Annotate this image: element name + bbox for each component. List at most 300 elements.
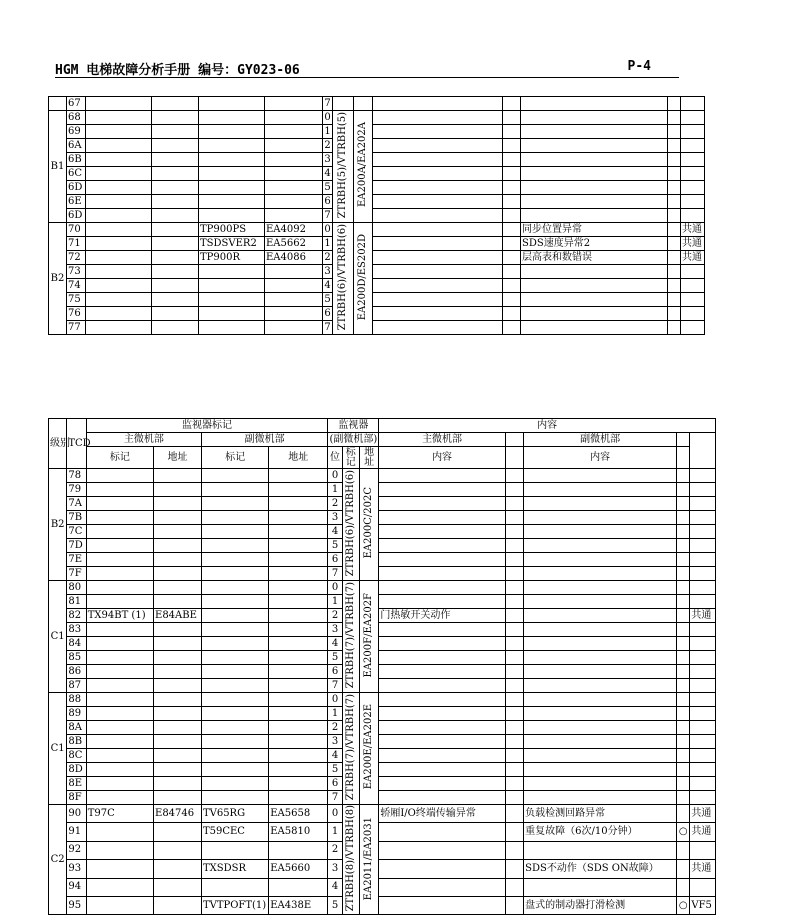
tcd-cell: 8F bbox=[67, 791, 86, 805]
table-row bbox=[49, 307, 705, 321]
flag-cell bbox=[668, 125, 681, 139]
bit-cell: 6 bbox=[324, 307, 331, 319]
sub-content-unit-header: 副微机部 bbox=[524, 433, 677, 447]
bit-cell: 1 bbox=[328, 823, 342, 841]
main-content-cell bbox=[379, 581, 505, 595]
sub-content-cell bbox=[524, 679, 677, 693]
main-flag-cell bbox=[505, 483, 523, 497]
main-flag-cell bbox=[505, 805, 523, 823]
sub-content-cell bbox=[524, 525, 677, 539]
sub-content-cell bbox=[524, 693, 677, 707]
sub-mark-cell bbox=[201, 777, 268, 791]
main-flag-cell bbox=[505, 637, 523, 651]
main-mark-cell: TX94BT (1) bbox=[86, 609, 153, 623]
tcd-cell: 73 bbox=[67, 265, 86, 279]
monitor-sub-cell bbox=[359, 693, 378, 805]
tcd-cell: 7A bbox=[67, 497, 86, 511]
sub-mark-cell bbox=[199, 209, 265, 223]
bit-cell: 4 bbox=[328, 525, 342, 539]
monitor-sub-label: EA200F/EA202F bbox=[363, 592, 375, 678]
main-mark-cell bbox=[86, 153, 152, 167]
note-cell bbox=[690, 707, 716, 721]
flag-cell bbox=[677, 721, 690, 735]
sub-content-cell: 盘式的制动器打滑检测 bbox=[524, 896, 677, 914]
main-mark-cell bbox=[86, 539, 153, 553]
tcd-cell: 77 bbox=[67, 321, 86, 335]
main-addr-cell bbox=[154, 581, 202, 595]
main-addr-cell bbox=[152, 237, 199, 251]
main-flag-cell bbox=[505, 469, 523, 483]
sub-content-cell bbox=[524, 707, 677, 721]
main-flag-cell bbox=[505, 511, 523, 525]
sub-content-cell bbox=[524, 511, 677, 525]
sub-addr-cell bbox=[269, 497, 328, 511]
main-content-cell bbox=[373, 307, 503, 321]
main-content-cell bbox=[379, 749, 505, 763]
sub-mark-cell bbox=[199, 167, 265, 181]
bit-cell: 4 bbox=[324, 167, 331, 179]
sub-mark-cell bbox=[201, 721, 268, 735]
sub-addr-cell bbox=[269, 553, 328, 567]
main-content-cell bbox=[379, 483, 505, 497]
level-cell: C1 bbox=[49, 581, 67, 693]
sub-addr-cell bbox=[269, 567, 328, 581]
note-cell bbox=[681, 279, 705, 293]
sub-mark-cell bbox=[199, 307, 265, 321]
main-addr-cell bbox=[154, 595, 202, 609]
flag-cell bbox=[677, 623, 690, 637]
flag-cell bbox=[668, 307, 681, 321]
main-flag-cell bbox=[505, 609, 523, 623]
note-cell bbox=[690, 777, 716, 791]
table-row bbox=[49, 251, 705, 265]
main-content-cell bbox=[373, 167, 503, 181]
tcd-cell: 82 bbox=[67, 609, 86, 623]
bit-cell: 3 bbox=[328, 860, 342, 878]
main-flag-cell bbox=[505, 777, 523, 791]
sub-addr-cell bbox=[265, 195, 323, 209]
main-flag-cell bbox=[505, 567, 523, 581]
table-row bbox=[49, 223, 705, 237]
sub-mark-cell bbox=[201, 623, 268, 637]
main-content-cell bbox=[379, 896, 505, 914]
table-row bbox=[49, 265, 705, 279]
sub-mark-cell bbox=[201, 581, 268, 595]
main-content-cell bbox=[373, 265, 503, 279]
monitor-header: 监视器 bbox=[328, 419, 379, 433]
table-row bbox=[49, 763, 716, 777]
main-mark-cell bbox=[86, 777, 153, 791]
monitor-main-cell bbox=[333, 97, 354, 111]
main-flag-cell bbox=[505, 749, 523, 763]
main-content-cell bbox=[379, 823, 505, 841]
flag-cell: ○ bbox=[677, 896, 690, 914]
main-addr-cell bbox=[152, 307, 199, 321]
bit-cell: 0 bbox=[328, 693, 342, 707]
main-addr-cell: E84746 bbox=[154, 805, 202, 823]
main-content-cell bbox=[379, 721, 505, 735]
bit-cell: 0 bbox=[328, 469, 342, 483]
sub-addr-cell bbox=[269, 511, 328, 525]
monitor-sub-label: EA200E/EA202E bbox=[363, 704, 375, 790]
main-content-unit-header: 主微机部 bbox=[379, 433, 505, 447]
note-cell bbox=[690, 511, 716, 525]
main-mark-cell bbox=[86, 665, 153, 679]
sub-mark-cell: TSDSVER2 bbox=[199, 237, 265, 251]
sub-content-cell bbox=[524, 637, 677, 651]
main-addr-cell bbox=[154, 567, 202, 581]
main-flag-cell bbox=[503, 153, 521, 167]
sub-content-cell bbox=[524, 735, 677, 749]
sub-addr-cell bbox=[265, 321, 323, 335]
main-flag-cell bbox=[505, 841, 523, 859]
sub-content-cell bbox=[524, 878, 677, 896]
main-addr-cell bbox=[154, 707, 202, 721]
flag-cell bbox=[677, 511, 690, 525]
level-cell: B2 bbox=[49, 223, 67, 335]
flag-cell bbox=[668, 139, 681, 153]
note-cell bbox=[690, 483, 716, 497]
sub-mark-cell bbox=[199, 265, 265, 279]
bit-cell: 1 bbox=[324, 237, 331, 249]
monitor-mark-header: 监视器标记 bbox=[86, 419, 328, 433]
tcd-cell: 76 bbox=[67, 307, 86, 321]
main-addr-cell bbox=[154, 878, 202, 896]
sub-mark-cell bbox=[201, 679, 268, 693]
main-addr-cell bbox=[154, 497, 202, 511]
bit-cell: 6 bbox=[328, 777, 342, 791]
sub-mark-cell bbox=[199, 195, 265, 209]
tcd-header: TCD bbox=[67, 419, 86, 469]
page-number: P-4 bbox=[627, 59, 651, 74]
monitor-sub-label: EA200A/EA202A bbox=[357, 122, 368, 208]
table-row bbox=[49, 167, 705, 181]
main-flag-cell bbox=[503, 265, 521, 279]
bit-cell: 3 bbox=[328, 735, 342, 749]
flag-cell bbox=[668, 209, 681, 223]
bit-cell: 7 bbox=[328, 679, 342, 693]
flag-cell bbox=[668, 293, 681, 307]
flag-cell bbox=[677, 707, 690, 721]
flag-cell bbox=[668, 237, 681, 251]
tcd-cell: 6D bbox=[67, 209, 86, 223]
bit-cell: 0 bbox=[324, 223, 331, 235]
main-content-cell bbox=[373, 293, 503, 307]
monitor-sub-label: EA200D/ES202D bbox=[357, 233, 368, 321]
main-mark-cell bbox=[86, 553, 153, 567]
flag-cell bbox=[677, 525, 690, 539]
tcd-cell: 75 bbox=[67, 293, 86, 307]
sub-addr-cell bbox=[269, 581, 328, 595]
sub-mark-cell bbox=[201, 567, 268, 581]
main-mark-cell bbox=[86, 841, 153, 859]
note-cell bbox=[690, 497, 716, 511]
flag-cell bbox=[668, 97, 681, 111]
sub-content-cell bbox=[521, 195, 668, 209]
sub-content-cell bbox=[524, 777, 677, 791]
bit-cell: 2 bbox=[324, 139, 331, 151]
monitor-main-label: ZTRBH(6)/VTRBH(6) bbox=[344, 469, 356, 577]
main-flag-cell bbox=[505, 651, 523, 665]
main-mark-cell bbox=[86, 860, 153, 878]
main-addr-cell bbox=[152, 251, 199, 265]
main-content-cell bbox=[379, 539, 505, 553]
sub-content-cell bbox=[524, 609, 677, 623]
main-addr-cell bbox=[152, 125, 199, 139]
sub-addr-cell bbox=[269, 665, 328, 679]
sub-content-cell bbox=[521, 209, 668, 223]
note-cell bbox=[681, 153, 705, 167]
bit-cell: 7 bbox=[324, 209, 331, 221]
monitor-main-cell bbox=[333, 223, 354, 335]
main-flag-cell bbox=[505, 679, 523, 693]
sub-mark-cell: TP900R bbox=[199, 251, 265, 265]
sub-mark-cell: TV65RG bbox=[201, 805, 268, 823]
main-addr-cell bbox=[154, 763, 202, 777]
main-addr-cell bbox=[152, 279, 199, 293]
monitor-sub-cell bbox=[359, 581, 378, 693]
sub-addr-cell: EA5662 bbox=[265, 237, 323, 251]
sub-content-cell bbox=[524, 539, 677, 553]
tcd-cell: 93 bbox=[67, 860, 86, 878]
table-row bbox=[49, 279, 705, 293]
table-row bbox=[49, 823, 716, 841]
monitor-sub-cell bbox=[354, 223, 373, 335]
note-cell bbox=[681, 265, 705, 279]
bit-cell: 7 bbox=[328, 567, 342, 581]
sub-addr-cell bbox=[269, 721, 328, 735]
main-addr-cell bbox=[154, 483, 202, 497]
main-content-cell bbox=[373, 279, 503, 293]
main-addr-cell bbox=[152, 139, 199, 153]
flag-cell: ○ bbox=[677, 823, 690, 841]
level-header: 级别 bbox=[49, 419, 67, 469]
main-flag-cell bbox=[505, 735, 523, 749]
table-row bbox=[49, 896, 716, 914]
flag-cell bbox=[677, 860, 690, 878]
sub-content-cell bbox=[521, 97, 668, 111]
main-mark-cell bbox=[86, 483, 153, 497]
sub-content-cell bbox=[521, 321, 668, 335]
bit-cell: 3 bbox=[328, 511, 342, 525]
note-cell bbox=[690, 749, 716, 763]
main-content-cell bbox=[379, 693, 505, 707]
flag-cell bbox=[677, 567, 690, 581]
main-addr-cell bbox=[154, 735, 202, 749]
main-mark-cell bbox=[86, 265, 152, 279]
note-cell bbox=[690, 841, 716, 859]
sub-addr-cell bbox=[265, 125, 323, 139]
sub-addr-cell bbox=[265, 307, 323, 321]
main-mark-cell bbox=[86, 707, 153, 721]
header-row-1 bbox=[49, 419, 716, 433]
table-row bbox=[49, 749, 716, 763]
main-mark-cell bbox=[86, 637, 153, 651]
manual-title: HGM 电梯故障分析手册 编号：GY023-06 bbox=[55, 63, 300, 78]
sub-content-cell bbox=[524, 581, 677, 595]
sub-content-cell bbox=[524, 651, 677, 665]
sub-addr-cell bbox=[269, 609, 328, 623]
note-cell bbox=[690, 665, 716, 679]
sub-content-cell bbox=[521, 279, 668, 293]
flag-cell bbox=[677, 763, 690, 777]
tcd-cell: 8B bbox=[67, 735, 86, 749]
sub-content-cell bbox=[524, 469, 677, 483]
sub-content-cell bbox=[524, 749, 677, 763]
tcd-cell: 92 bbox=[67, 841, 86, 859]
flag-cell bbox=[677, 539, 690, 553]
sub-mark-cell bbox=[201, 749, 268, 763]
sub-mark-cell bbox=[201, 497, 268, 511]
flag-cell bbox=[668, 195, 681, 209]
main-flag-cell bbox=[503, 307, 521, 321]
sub-addr-cell bbox=[269, 735, 328, 749]
main-mark-cell bbox=[86, 525, 153, 539]
note-cell bbox=[690, 878, 716, 896]
table-row bbox=[49, 567, 716, 581]
note-cell bbox=[690, 581, 716, 595]
bit-cell: 2 bbox=[324, 251, 331, 263]
main-content-cell bbox=[373, 125, 503, 139]
sub-mark-cell: T59CEC bbox=[201, 823, 268, 841]
page-header bbox=[55, 59, 679, 78]
sub-mark-cell bbox=[199, 111, 265, 125]
main-flag-cell bbox=[505, 823, 523, 841]
table-row bbox=[49, 539, 716, 553]
note-cell bbox=[690, 553, 716, 567]
level-cell: C1 bbox=[49, 693, 67, 805]
main-flag-cell bbox=[503, 195, 521, 209]
sub-content-cell bbox=[524, 841, 677, 859]
bit-cell: 1 bbox=[324, 125, 331, 137]
main-mark-cell bbox=[86, 651, 153, 665]
bit-cell: 0 bbox=[324, 111, 331, 123]
table-row bbox=[49, 469, 716, 483]
sub-mark-cell bbox=[199, 153, 265, 167]
main-content-cell bbox=[379, 665, 505, 679]
sub-content-cell bbox=[524, 623, 677, 637]
main-content-cell bbox=[379, 707, 505, 721]
sub-mark-cell bbox=[201, 841, 268, 859]
main-content-cell bbox=[379, 651, 505, 665]
sub-mark-cell: TP900PS bbox=[199, 223, 265, 237]
tcd-cell: 91 bbox=[67, 823, 86, 841]
flag-cell bbox=[668, 265, 681, 279]
main-mark-cell bbox=[86, 181, 152, 195]
table-row bbox=[49, 139, 705, 153]
main-addr-cell bbox=[154, 511, 202, 525]
tcd-cell: 6C bbox=[67, 167, 86, 181]
sub-content-cell bbox=[521, 111, 668, 125]
sub-addr-cell bbox=[265, 167, 323, 181]
note-cell: 共通 bbox=[690, 805, 716, 823]
main-content-cell bbox=[379, 637, 505, 651]
main-mark-cell bbox=[86, 125, 152, 139]
sub-mark-cell bbox=[201, 483, 268, 497]
sub-addr-cell: EA4092 bbox=[265, 223, 323, 237]
main-mark-cell bbox=[86, 511, 153, 525]
bit-cell: 2 bbox=[328, 721, 342, 735]
sub-mark-cell bbox=[199, 279, 265, 293]
main-addr-cell bbox=[154, 777, 202, 791]
table-row bbox=[49, 553, 716, 567]
main-flag-cell bbox=[505, 860, 523, 878]
sub-addr-cell: EA5660 bbox=[269, 860, 328, 878]
note-cell bbox=[690, 735, 716, 749]
sub-unit-header: 副微机部 bbox=[201, 433, 327, 447]
note-cell bbox=[690, 595, 716, 609]
main-mark-cell bbox=[86, 763, 153, 777]
tcd-cell: 6A bbox=[67, 139, 86, 153]
sub-mark-cell bbox=[201, 595, 268, 609]
sub-mark-cell bbox=[201, 707, 268, 721]
table-row bbox=[49, 623, 716, 637]
sub-addr-cell bbox=[269, 595, 328, 609]
main-flag-cell bbox=[503, 251, 521, 265]
tcd-cell: 80 bbox=[67, 581, 86, 595]
main-mark-cell bbox=[86, 209, 152, 223]
main-addr-cell bbox=[154, 823, 202, 841]
sub-content-cell bbox=[521, 265, 668, 279]
table-row bbox=[49, 707, 716, 721]
tcd-cell: 90 bbox=[67, 805, 86, 823]
monitor-addr-short-header: 地址 bbox=[359, 447, 378, 469]
main-mark-cell bbox=[86, 581, 153, 595]
main-content-cell bbox=[379, 763, 505, 777]
table-row bbox=[49, 181, 705, 195]
table-row bbox=[49, 111, 705, 125]
flag-cell bbox=[677, 749, 690, 763]
bit-cell: 5 bbox=[324, 293, 331, 305]
content-header: 内容 bbox=[379, 419, 716, 433]
main-flag-cell bbox=[505, 878, 523, 896]
sub-mark-cell bbox=[201, 609, 268, 623]
flag-cell bbox=[677, 679, 690, 693]
main-content-cell bbox=[373, 181, 503, 195]
main-flag-cell bbox=[503, 97, 521, 111]
flag-cell bbox=[677, 878, 690, 896]
main-content-cell bbox=[379, 860, 505, 878]
note-cell bbox=[690, 567, 716, 581]
fault-table-1 bbox=[48, 96, 705, 335]
sub-addr-cell bbox=[269, 539, 328, 553]
note-cell bbox=[690, 721, 716, 735]
sub-mark-cell bbox=[201, 763, 268, 777]
bit-cell: 0 bbox=[328, 805, 342, 823]
main-flag-cell bbox=[503, 223, 521, 237]
flag-cell bbox=[677, 841, 690, 859]
bit-cell: 1 bbox=[328, 707, 342, 721]
table-row bbox=[49, 293, 705, 307]
bit-cell: 6 bbox=[328, 665, 342, 679]
tcd-cell: 74 bbox=[67, 279, 86, 293]
sub-addr-cell bbox=[265, 97, 323, 111]
tcd-cell: 7E bbox=[67, 553, 86, 567]
sub-addr-cell bbox=[269, 483, 328, 497]
bit-cell: 6 bbox=[324, 195, 331, 207]
tcd-cell: 95 bbox=[67, 896, 86, 914]
note-cell bbox=[681, 111, 705, 125]
sub-content-cell bbox=[524, 763, 677, 777]
bit-cell: 2 bbox=[328, 609, 342, 623]
main-addr-cell bbox=[152, 223, 199, 237]
table-row bbox=[49, 125, 705, 139]
bit-cell: 4 bbox=[328, 749, 342, 763]
flag-cell bbox=[677, 497, 690, 511]
main-mark-header: 标记 bbox=[86, 447, 153, 469]
main-content-cell bbox=[379, 735, 505, 749]
sub-mark-cell: TXSDSR bbox=[201, 860, 268, 878]
